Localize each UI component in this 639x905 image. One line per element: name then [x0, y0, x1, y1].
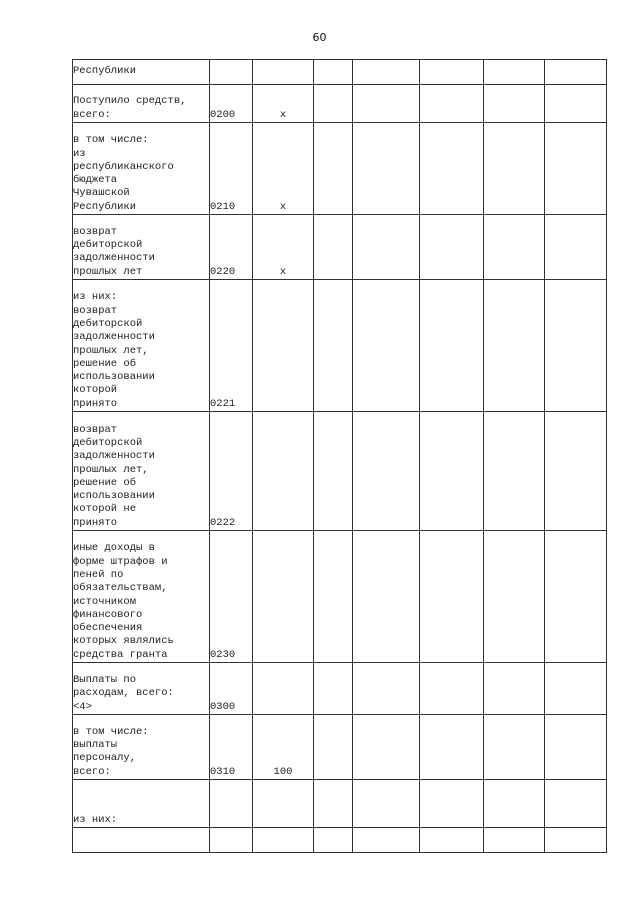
empty-cell [353, 828, 420, 853]
empty-cell [353, 280, 420, 412]
empty-cell [484, 215, 545, 280]
empty-cell [420, 123, 484, 215]
row-label: иные доходы в форме штрафов и пеней по обязательствам, источником финансового обеспечения которых являлись средства гранта [73, 531, 210, 663]
row-code [210, 828, 253, 853]
table-row [73, 215, 607, 280]
empty-cell [353, 85, 420, 123]
row-code: 0220 [210, 215, 253, 280]
empty-cell [420, 280, 484, 412]
empty-cell [420, 663, 484, 715]
row-label: Выплаты по расходам, всего: <4> [73, 663, 210, 715]
empty-cell [420, 85, 484, 123]
row-mark: 100 [253, 715, 314, 780]
row-code: 0200 [210, 85, 253, 123]
empty-cell [484, 85, 545, 123]
row-label: Поступило средств, всего: [73, 85, 210, 123]
empty-cell [545, 85, 607, 123]
table-row [73, 828, 607, 853]
empty-cell [484, 715, 545, 780]
row-label: из них: возврат дебиторской задолженности прошлых лет, решение об использовании которой принято [73, 280, 210, 412]
empty-cell [314, 715, 353, 780]
row-label: в том числе: выплаты персоналу, всего: [73, 715, 210, 780]
empty-cell [484, 531, 545, 663]
row-label: возврат дебиторской задолженности прошлых лет [73, 215, 210, 280]
empty-cell [314, 280, 353, 412]
empty-cell [545, 715, 607, 780]
empty-cell [420, 531, 484, 663]
row-label: возврат дебиторской задолженности прошлых лет, решение об использовании которой не принято [73, 412, 210, 531]
row-mark [253, 60, 314, 85]
empty-cell [420, 412, 484, 531]
empty-cell [353, 215, 420, 280]
row-code: 0222 [210, 412, 253, 531]
row-mark [253, 828, 314, 853]
empty-cell [545, 780, 607, 828]
empty-cell [484, 663, 545, 715]
empty-cell [353, 412, 420, 531]
row-mark [253, 412, 314, 531]
empty-cell [545, 215, 607, 280]
table-body [73, 60, 607, 853]
page-number: 60 [312, 31, 327, 44]
empty-cell [314, 85, 353, 123]
empty-cell [420, 715, 484, 780]
empty-cell [314, 663, 353, 715]
empty-cell [545, 123, 607, 215]
empty-cell [353, 60, 420, 85]
table-row [73, 412, 607, 531]
empty-cell [314, 412, 353, 531]
empty-cell [545, 828, 607, 853]
empty-cell [484, 828, 545, 853]
empty-cell [353, 663, 420, 715]
row-code: 0210 [210, 123, 253, 215]
row-code: 0221 [210, 280, 253, 412]
empty-cell [353, 715, 420, 780]
empty-cell [484, 780, 545, 828]
empty-cell [484, 123, 545, 215]
table-row [73, 780, 607, 828]
empty-cell [545, 531, 607, 663]
empty-cell [420, 828, 484, 853]
table-row [73, 123, 607, 215]
empty-cell [353, 780, 420, 828]
empty-cell [314, 60, 353, 85]
row-mark [253, 280, 314, 412]
row-label [73, 828, 210, 853]
empty-cell [314, 215, 353, 280]
row-mark [253, 780, 314, 828]
empty-cell [420, 215, 484, 280]
empty-cell [484, 280, 545, 412]
row-mark [253, 531, 314, 663]
row-mark: х [253, 123, 314, 215]
row-mark: х [253, 85, 314, 123]
empty-cell [353, 123, 420, 215]
table-row [73, 85, 607, 123]
table-row [73, 715, 607, 780]
row-code: 0300 [210, 663, 253, 715]
empty-cell [420, 60, 484, 85]
row-code [210, 780, 253, 828]
row-label: из них: [73, 780, 210, 828]
empty-cell [420, 780, 484, 828]
row-label: в том числе: из республиканского бюджета Чувашской Республики [73, 123, 210, 215]
empty-cell [484, 412, 545, 531]
row-code: 0310 [210, 715, 253, 780]
empty-cell [545, 60, 607, 85]
empty-cell [314, 123, 353, 215]
empty-cell [314, 531, 353, 663]
row-label: Республики [73, 60, 210, 85]
empty-cell [484, 60, 545, 85]
row-code [210, 60, 253, 85]
row-mark [253, 663, 314, 715]
empty-cell [314, 780, 353, 828]
table-row [73, 60, 607, 85]
empty-cell [545, 663, 607, 715]
table-row [73, 531, 607, 663]
empty-cell [314, 828, 353, 853]
empty-cell [353, 531, 420, 663]
row-mark: х [253, 215, 314, 280]
table-row [73, 663, 607, 715]
table-row [73, 280, 607, 412]
row-code: 0230 [210, 531, 253, 663]
empty-cell [545, 412, 607, 531]
report-table [72, 59, 607, 853]
empty-cell [545, 280, 607, 412]
